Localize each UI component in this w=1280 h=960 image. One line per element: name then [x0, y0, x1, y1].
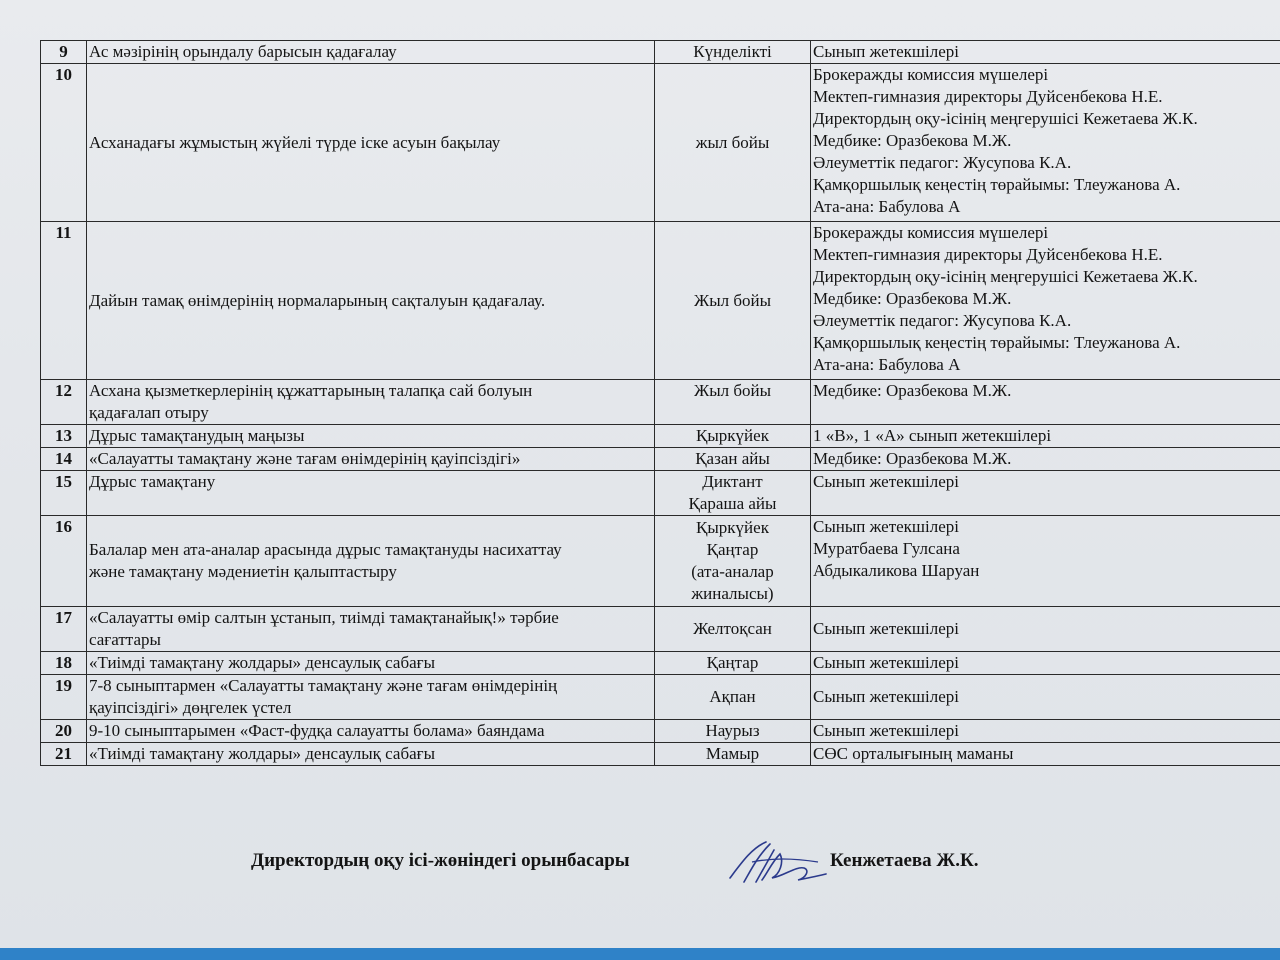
period-text: (ата-аналар: [691, 562, 774, 581]
table-row: [41, 448, 1280, 471]
event-text: сағаттары: [89, 630, 161, 649]
event-text: Асхана қызметкерлерінің құжаттарының талапқа сай болуын: [89, 381, 533, 400]
responsible-cell: [811, 607, 1280, 652]
row-number: 15: [41, 471, 87, 516]
row-number: 18: [41, 652, 87, 675]
event-cell: [87, 425, 655, 448]
period-text: Күнделікті: [693, 42, 772, 61]
table-row: [41, 652, 1280, 675]
period-cell: [655, 743, 811, 766]
responsible-text: Сынып жетекшілері: [813, 472, 959, 491]
period-text: жиналысы): [691, 584, 774, 603]
event-text: 9-10 сыныптарымен «Фаст-фудқа салауатты болама» баяндама: [89, 721, 545, 740]
responsible-text: Медбике: Оразбекова М.Ж.: [813, 131, 1012, 150]
row-number: 17: [41, 607, 87, 652]
event-cell: [87, 743, 655, 766]
responsible-cell: [811, 471, 1280, 516]
responsible-text: Сынып жетекшілері: [813, 517, 959, 536]
responsible-text: Директордың оқу-ісінің меңгерушісі Кежетаева Ж.К.: [813, 109, 1198, 128]
period-cell: [655, 41, 811, 64]
period-text: Қыркүйек: [696, 426, 769, 445]
table-row: [41, 380, 1280, 425]
responsible-text: Медбике: Оразбекова М.Ж.: [813, 289, 1012, 308]
responsible-cell: [811, 743, 1280, 766]
responsible-text: Сынып жетекшілері: [813, 653, 959, 672]
event-text: Дайын тамақ өнімдерінің нормаларының сақталуын қадағалау.: [89, 290, 546, 310]
period-cell: [655, 675, 811, 720]
event-cell: [87, 471, 655, 516]
event-cell: [87, 222, 655, 380]
row-number: 11: [41, 222, 87, 380]
period-cell: [655, 516, 811, 607]
responsible-cell: [811, 64, 1280, 222]
period-text: Қазан айы: [695, 449, 770, 468]
table-row: [41, 743, 1280, 766]
responsible-cell: [811, 41, 1280, 64]
responsible-text: Сынып жетекшілері: [813, 687, 959, 706]
table-row: [41, 471, 1280, 516]
period-text: Жыл бойы: [693, 381, 772, 400]
row-number: 13: [41, 425, 87, 448]
responsible-text: Сынып жетекшілері: [813, 619, 959, 638]
event-text: қауіпсіздігі» дөңгелек үстел: [89, 698, 292, 717]
event-text: Дұрыс тамақтанудың маңызы: [89, 426, 305, 445]
event-cell: [87, 64, 655, 222]
period-cell: [655, 448, 811, 471]
period-text: Қыркүйек: [696, 518, 769, 537]
table-row: [41, 607, 1280, 652]
responsible-text: Директордың оқу-ісінің меңгерушісі Кежетаева Ж.К.: [813, 267, 1198, 286]
responsible-text: Мектеп-гимназия директоры Дуйсенбекова Н.Е.: [813, 87, 1163, 106]
event-text: Ас мәзірінің орындалу барысын қадағалау: [89, 42, 397, 61]
event-text: және тамақтану мәдениетін қалыптастыру: [89, 562, 397, 581]
event-cell: [87, 516, 655, 607]
table-row: [41, 675, 1280, 720]
responsible-cell: [811, 675, 1280, 720]
event-text: Дұрыс тамақтану: [89, 472, 216, 491]
period-text: Жыл бойы: [693, 290, 772, 310]
responsible-text: 1 «В», 1 «А» сынып жетекшілері: [813, 426, 1052, 445]
event-cell: [87, 607, 655, 652]
responsible-cell: [811, 425, 1280, 448]
responsible-cell: [811, 222, 1280, 380]
row-number: 19: [41, 675, 87, 720]
event-cell: [87, 720, 655, 743]
background-surface: [0, 948, 1280, 960]
responsible-cell: [811, 448, 1280, 471]
responsible-text: Сынып жетекшілері: [813, 42, 959, 61]
row-number: 21: [41, 743, 87, 766]
event-text: «Тиімді тамақтану жолдары» денсаулық сабағы: [89, 653, 436, 672]
period-text: Наурыз: [705, 721, 760, 740]
event-text: қадағалап отыру: [89, 403, 209, 422]
period-text: Желтоқсан: [693, 619, 772, 638]
period-cell: [655, 471, 811, 516]
responsible-text: Қамқоршылық кеңестің төрайымы: Тлеужанова А.: [813, 175, 1181, 194]
responsible-text: Мектеп-гимназия директоры Дуйсенбекова Н.Е.: [813, 245, 1163, 264]
event-text: «Салауатты тамақтану және тағам өнімдерінің қауіпсіздігі»: [89, 449, 521, 468]
row-number: 10: [41, 64, 87, 222]
period-text: Қаңтар: [706, 540, 759, 559]
table-row: [41, 64, 1280, 222]
event-text: «Тиімді тамақтану жолдары» денсаулық сабағы: [89, 744, 436, 763]
event-text: «Салауатты өмір салтын ұстанып, тиімді тамақтанайық!» тәрбие: [89, 608, 559, 627]
event-cell: [87, 41, 655, 64]
table-row: [41, 720, 1280, 743]
period-cell: [655, 64, 811, 222]
responsible-text: Муратбаева Гулсана: [813, 539, 960, 558]
event-cell: [87, 448, 655, 471]
responsible-cell: [811, 516, 1280, 607]
period-cell: [655, 607, 811, 652]
period-cell: [655, 720, 811, 743]
row-number: 12: [41, 380, 87, 425]
nutrition-plan-table: [40, 40, 1280, 766]
responsible-cell: [811, 380, 1280, 425]
period-text: Мамыр: [705, 744, 760, 763]
responsible-text: Абдыкаликова Шаруан: [813, 561, 980, 580]
responsible-text: Қамқоршылық кеңестің төрайымы: Тлеужанова А.: [813, 333, 1181, 352]
table-row: [41, 222, 1280, 380]
signer-name: Кенжетаева Ж.К.: [830, 850, 979, 871]
event-text: Балалар мен ата-аналар арасында дұрыс тамақтануды насихаттау: [89, 540, 562, 559]
period-text: жыл бойы: [695, 132, 770, 152]
row-number: 14: [41, 448, 87, 471]
responsible-cell: [811, 652, 1280, 675]
table-row: [41, 516, 1280, 607]
row-number: 16: [41, 516, 87, 607]
responsible-text: Медбике: Оразбекова М.Ж.: [813, 449, 1012, 468]
period-text: Диктант: [702, 472, 763, 491]
period-cell: [655, 652, 811, 675]
responsible-text: Медбике: Оразбекова М.Ж.: [813, 381, 1012, 400]
period-cell: [655, 380, 811, 425]
period-cell: [655, 222, 811, 380]
event-text: Асханадағы жұмыстың жүйелі түрде іске асуын бақылау: [89, 132, 501, 152]
responsible-text: Брокеражды комиссия мүшелері: [813, 223, 1049, 242]
period-text: Қаңтар: [706, 653, 759, 672]
event-cell: [87, 652, 655, 675]
period-text: Қараша айы: [688, 494, 777, 513]
row-number: 20: [41, 720, 87, 743]
period-text: Ақпан: [709, 687, 756, 706]
event-cell: [87, 380, 655, 425]
table-row: [41, 41, 1280, 64]
signer-role: Директордың оқу ісі-жөніндегі орынбасары: [251, 850, 630, 871]
responsible-text: Ата-ана: Бабулова А: [813, 355, 961, 374]
responsible-text: Сынып жетекшілері: [813, 721, 959, 740]
responsible-text: Әлеуметтік педагог: Жусупова К.А.: [813, 311, 1072, 330]
responsible-cell: [811, 720, 1280, 743]
event-text: 7-8 сыныптармен «Салауатты тамақтану және тағам өнімдерінің: [89, 676, 558, 695]
responsible-text: Ата-ана: Бабулова А: [813, 197, 961, 216]
responsible-text: Брокеражды комиссия мүшелері: [813, 65, 1049, 84]
responsible-text: Әлеуметтік педагог: Жусупова К.А.: [813, 153, 1072, 172]
signature-block: [0, 846, 1280, 886]
handwritten-signature: [722, 832, 832, 892]
period-cell: [655, 425, 811, 448]
table-row: [41, 425, 1280, 448]
responsible-text: СӨС орталығының маманы: [813, 744, 1014, 763]
event-cell: [87, 675, 655, 720]
row-number: 9: [41, 41, 87, 64]
